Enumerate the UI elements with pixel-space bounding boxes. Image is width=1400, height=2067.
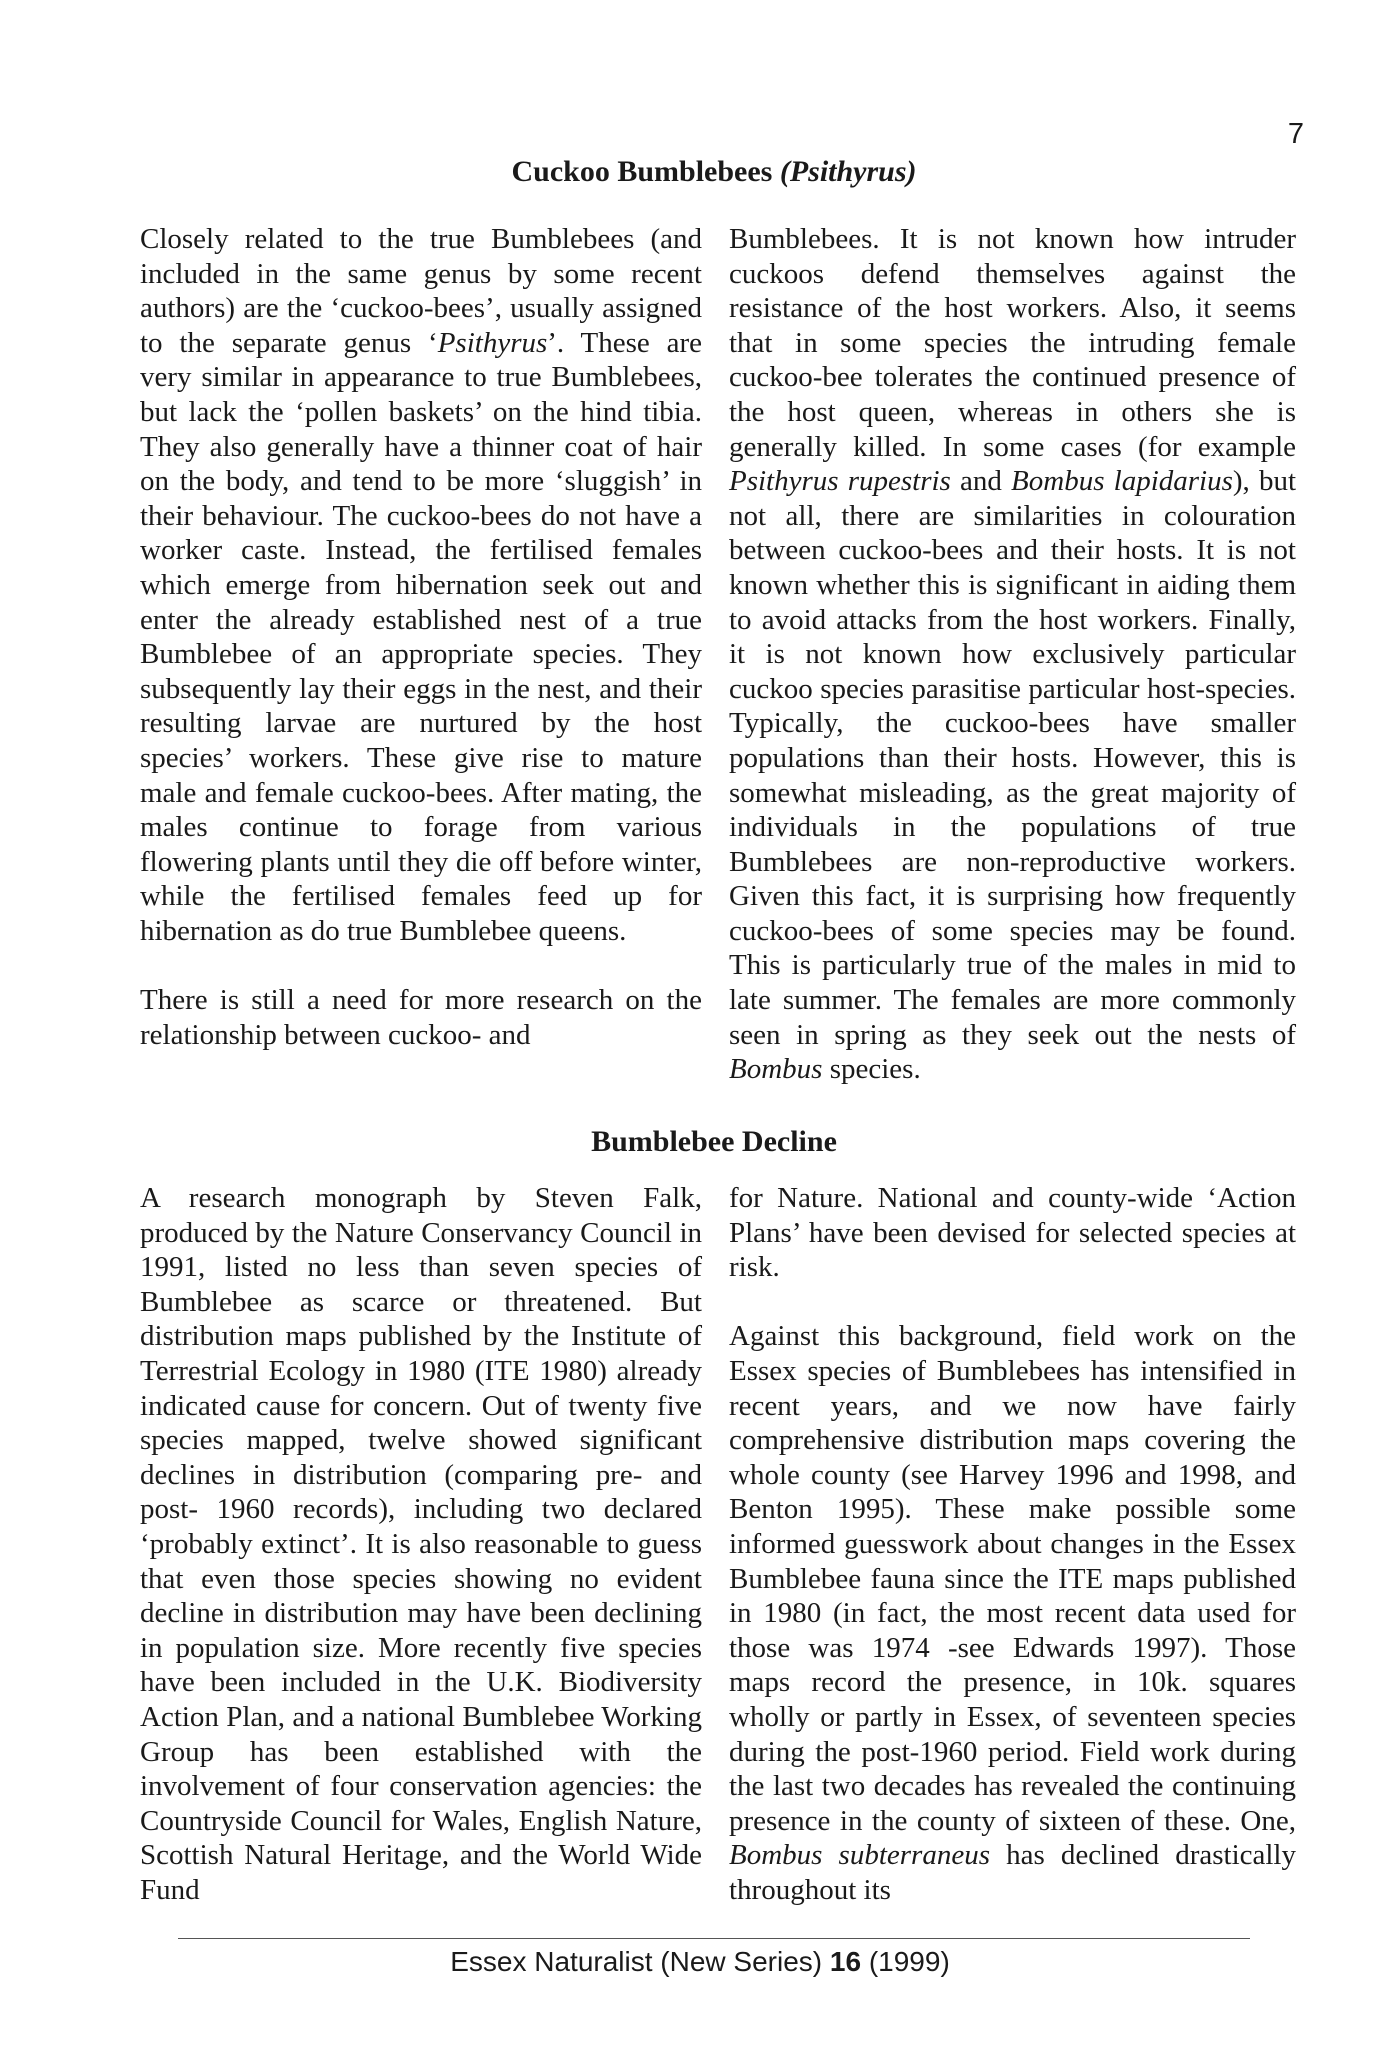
text-run: There is still a need for more research on the relationship between cuckoo- and [140,984,702,1051]
text-run: has declined drastically throughout its [729,1839,1296,1906]
text-run: Bumblebees. It is not known how intruder cuckoos defend themselves against the resistance of the host workers. Also, it seems that in some species the intruding female cuckoo-bee tolerates the continued presence of the host queen, whereas in others she is generally killed. In some cases (for example [729,223,1296,463]
cuckoo-left-column [140,222,702,1052]
footer-volume: 16 [829,1946,862,1977]
decline-left-column [140,1181,702,1907]
section-title-genus: (Psithyrus) [779,155,917,188]
footer-journal-name: Essex Naturalist (New Series) [450,1946,830,1977]
cuckoo-right-column [729,222,1296,1087]
text-run: ’. These are very similar in appearance to true Bumblebees, but lack the ‘pollen baskets’ on the hind tibia. They also generally have a thinner coat of hair on the body, and tend to be more ‘sluggish’ in their behaviour. The cuckoo-bees do not have a worker caste. Instead, the fertilised females which emerge from hibernation seek out and enter the already established nest of a true Bumblebee of an appropriate species. They subsequently lay their eggs in the nest, and their resulting larvae are nurtured by the host species’ workers. These give rise to mature male and female cuckoo-bees. After mating, the males continue to forage from various flowering plants until they die off before winter, while the fertilised females feed up for hibernation as do true Bumblebee queens. [140,326,702,947]
footer-year: (1999) [861,1946,950,1977]
journal-footer [0,1946,1400,1978]
section-title-cuckoo-bumblebees [140,155,1288,189]
section-title-text: Cuckoo Bumblebees [511,155,773,188]
text-run: and [950,465,1012,498]
decline-right-column [729,1181,1296,1907]
section-title-bumblebee-decline: Bumblebee Decline [591,1125,837,1158]
page-number: 7 [1287,118,1304,150]
italic-text: Psithyrus [437,326,548,359]
italic-text: Bombus lapidarius [1011,465,1233,498]
text-run: Closely related to the true Bumblebees (and included in the same genus by some recent authors) are the ‘cuckoo-bees’, usually assigned to the separate genus ‘ [140,223,702,359]
text-run: species. [822,1053,921,1086]
text-run: Against this background, field work on the Essex species of Bumblebees has intensified in recent years, and we now have fairly comprehensive distribution maps covering the whole county (see Harvey 1996 and 1998, and Benton 1995). These make possible some informed guesswork about changes in the Essex Bumblebee fauna since the ITE maps published in 1980 (in fact, the most recent data used for those was 1974 -see Edwards 1997). Those maps record the presence, in 10k. squares wholly or partly in Essex, of seventeen species during the post-1960 period. Field work during the last two decades has revealed the continuing presence in the county of sixteen of these. One, [729,1320,1296,1837]
italic-text: Bombus subterraneus [729,1839,990,1872]
paragraph [140,222,702,948]
paragraph [729,1181,1296,1285]
italic-text: Bombus [729,1053,823,1086]
text-run: ), but not all, there are similarities in colouration between cuckoo-bees and their hosts. It is not known whether this is significant in aiding them to avoid attacks from the host workers. Finally, it is not known how exclusively particular cuckoo species parasitise particular host-species. Typically, the cuckoo-bees have smaller populations than their hosts. However, this is somewhat misleading, as the great majority of individuals in the populations of true Bumblebees are non-reproductive workers. Given this fact, it is surprising how frequently cuckoo-bees of some species may be found. This is particularly true of the males in mid to late summer. The females are more commonly seen in spring as they seek out the nests of [729,465,1296,1051]
italic-text: Psithyrus rupestris [729,465,951,498]
footer-divider [178,1938,1250,1939]
paragraph [140,983,702,1052]
paragraph [729,222,1296,1087]
paragraph [729,1319,1296,1907]
paragraph [140,1181,702,1907]
text-run: for Nature. National and county-wide ‘Action Plans’ have been devised for selected species at risk. [729,1182,1296,1284]
text-run: A research monograph by Steven Falk, produced by the Nature Conservancy Council in 1991, listed no less than seven species of Bumblebee as scarce or threatened. But distribution maps published by the Institute of Terrestrial Ecology in 1980 (ITE 1980) already indicated cause for concern. Out of twenty five species mapped, twelve showed significant declines in distribution (comparing pre- and post- 1960 records), including two declared ‘probably extinct’. It is also reasonable to guess that even those species showing no evident decline in distribution may have been declining in population size. More recently five species have been included in the U.K. Biodiversity Action Plan, and a national Bumblebee Working Group has been established with the involvement of four conservation agencies: the Countryside Council for Wales, English Nature, Scottish Natural Heritage, and the World Wide Fund [140,1182,702,1906]
